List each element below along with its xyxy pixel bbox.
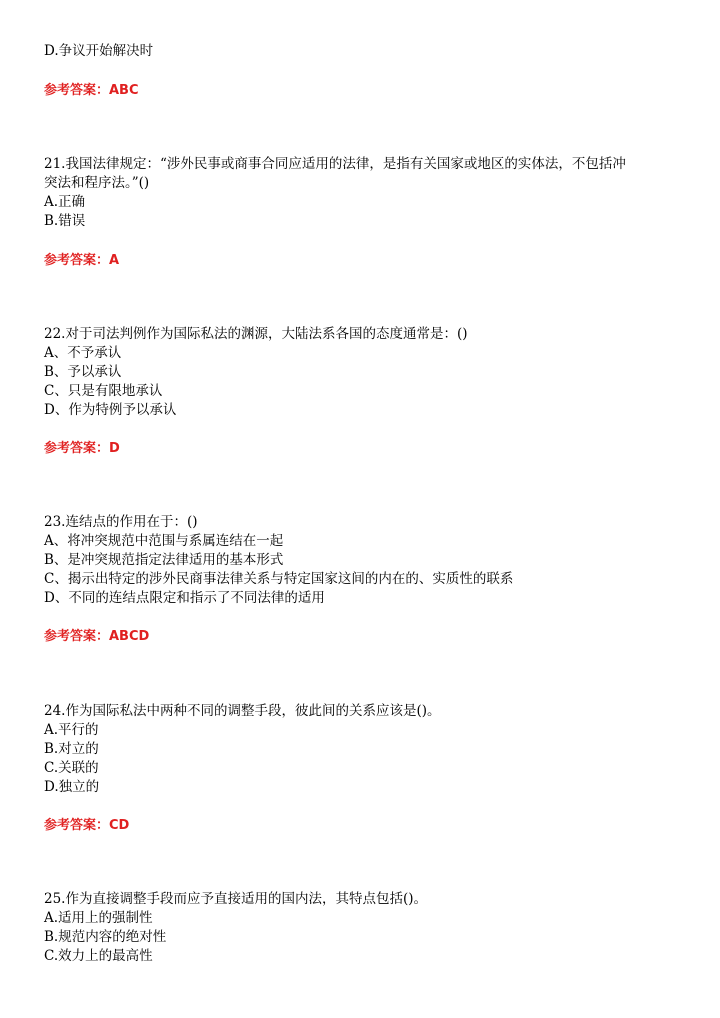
q22-answer: 参考答案：D <box>44 441 120 456</box>
q24-option-a: A.平行的 <box>44 722 99 738</box>
q22-stem: 22.对于司法判例作为国际私法的渊源，大陆法系各国的态度通常是：() <box>44 326 468 342</box>
q20-answer: 参考答案：ABC <box>44 83 139 98</box>
q25-option-a: A.适用上的强制性 <box>44 910 153 926</box>
q23-option-b: B、是冲突规范指定法律适用的基本形式 <box>44 552 284 568</box>
q21-stem-line2: 突法和程序法。”() <box>44 175 150 191</box>
q25-option-c: C.效力上的最高性 <box>44 948 153 964</box>
q23-stem: 23.连结点的作用在于：() <box>44 514 198 530</box>
q23-option-c: C、揭示出特定的涉外民商事法律关系与特定国家这间的内在的、实质性的联系 <box>44 571 514 587</box>
q25-option-b: B.规范内容的绝对性 <box>44 929 167 945</box>
q23-option-d: D、不同的连结点限定和指示了不同法律的适用 <box>44 590 325 606</box>
q22-option-c: C、只是有限地承认 <box>44 383 163 399</box>
q24-option-c: C.关联的 <box>44 760 99 776</box>
q24-stem: 24.作为国际私法中两种不同的调整手段，彼此间的关系应该是()。 <box>44 703 441 719</box>
q21-stem-line1: 21.我国法律规定：“涉外民事或商事合同应适用的法律，是指有关国家或地区的实体法，不包括冲 <box>44 156 626 172</box>
q20-option-d: D.争议开始解决时 <box>44 43 154 59</box>
q24-option-d: D.独立的 <box>44 779 100 795</box>
q24-answer: 参考答案：CD <box>44 818 130 833</box>
q22-option-b: B、予以承认 <box>44 364 122 380</box>
q21-option-a: A.正确 <box>44 194 86 210</box>
q21-answer: 参考答案：A <box>44 253 120 268</box>
q23-option-a: A、将冲突规范中范围与系属连结在一起 <box>44 533 284 549</box>
q24-option-b: B.对立的 <box>44 741 99 757</box>
q23-answer: 参考答案：ABCD <box>44 629 150 644</box>
q22-option-a: A、不予承认 <box>44 345 122 361</box>
q25-stem: 25.作为直接调整手段而应予直接适用的国内法，其特点包括()。 <box>44 891 428 907</box>
q21-option-b: B.错误 <box>44 213 86 229</box>
q22-option-d: D、作为特例予以承认 <box>44 402 177 418</box>
